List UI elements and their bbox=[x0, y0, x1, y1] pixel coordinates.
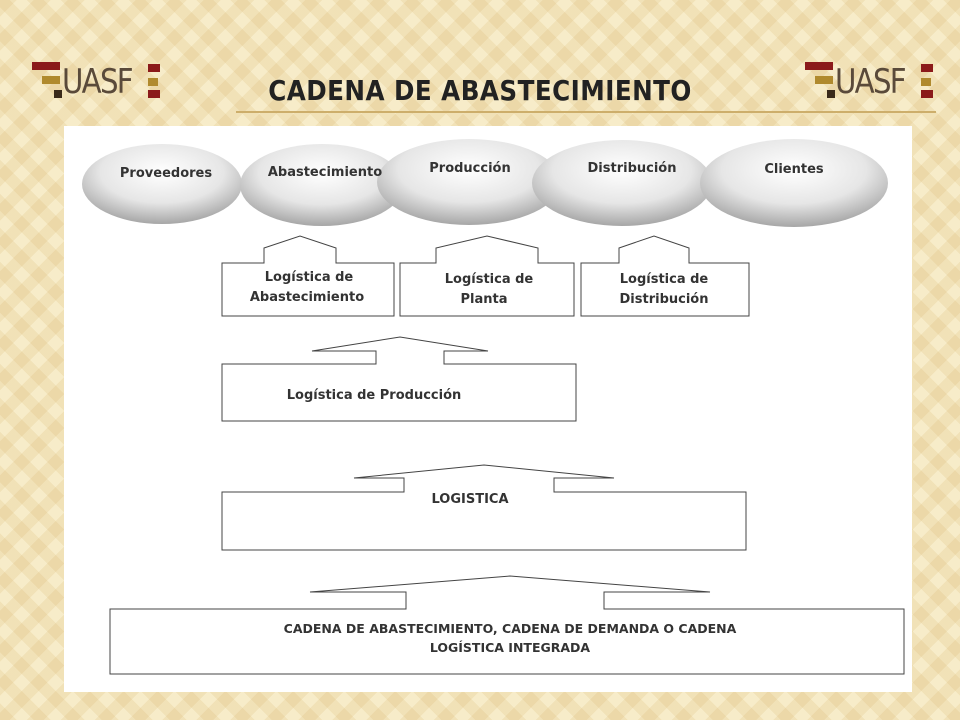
title-underline bbox=[236, 111, 936, 113]
box-planta-line2: Planta bbox=[460, 292, 508, 307]
node-produccion: Producción bbox=[429, 161, 511, 176]
box-distribucion-line2: Distribución bbox=[619, 292, 709, 307]
box-distribucion-line1: Logística de bbox=[619, 272, 709, 287]
diagram-panel bbox=[64, 126, 912, 692]
arrow-box-logistica bbox=[222, 465, 746, 550]
box-abastecimiento-line2: Abastecimiento bbox=[249, 290, 365, 305]
logo-text: UASF bbox=[835, 62, 905, 102]
box-logistica-produccion: Logística de Producción bbox=[286, 388, 462, 403]
node-ellipse-distribucion bbox=[532, 140, 712, 226]
top-node-ellipses bbox=[82, 139, 888, 227]
node-proveedores: Proveedores bbox=[119, 166, 213, 181]
supply-chain-diagram bbox=[64, 126, 912, 692]
node-distribucion: Distribución bbox=[587, 161, 677, 176]
box-planta-line1: Logística de bbox=[444, 272, 534, 287]
box-logistica: LOGISTICA bbox=[431, 492, 509, 507]
box-abastecimiento-line1: Logística de bbox=[264, 270, 354, 285]
node-clientes: Clientes bbox=[764, 162, 824, 177]
node-ellipse-proveedores bbox=[82, 144, 242, 224]
arrow-box-produccion bbox=[222, 337, 576, 421]
node-ellipse-clientes bbox=[700, 139, 888, 227]
page-title: CADENA DE ABASTECIMIENTO bbox=[268, 74, 692, 107]
box-cadena-line2: LOGÍSTICA INTEGRADA bbox=[429, 640, 591, 655]
node-abastecimiento: Abastecimiento bbox=[267, 165, 383, 180]
box-cadena-line1: CADENA DE ABASTECIMIENTO, CADENA DE DEMANDA O CADENA bbox=[283, 621, 737, 636]
logo-text: UASF bbox=[62, 62, 132, 102]
